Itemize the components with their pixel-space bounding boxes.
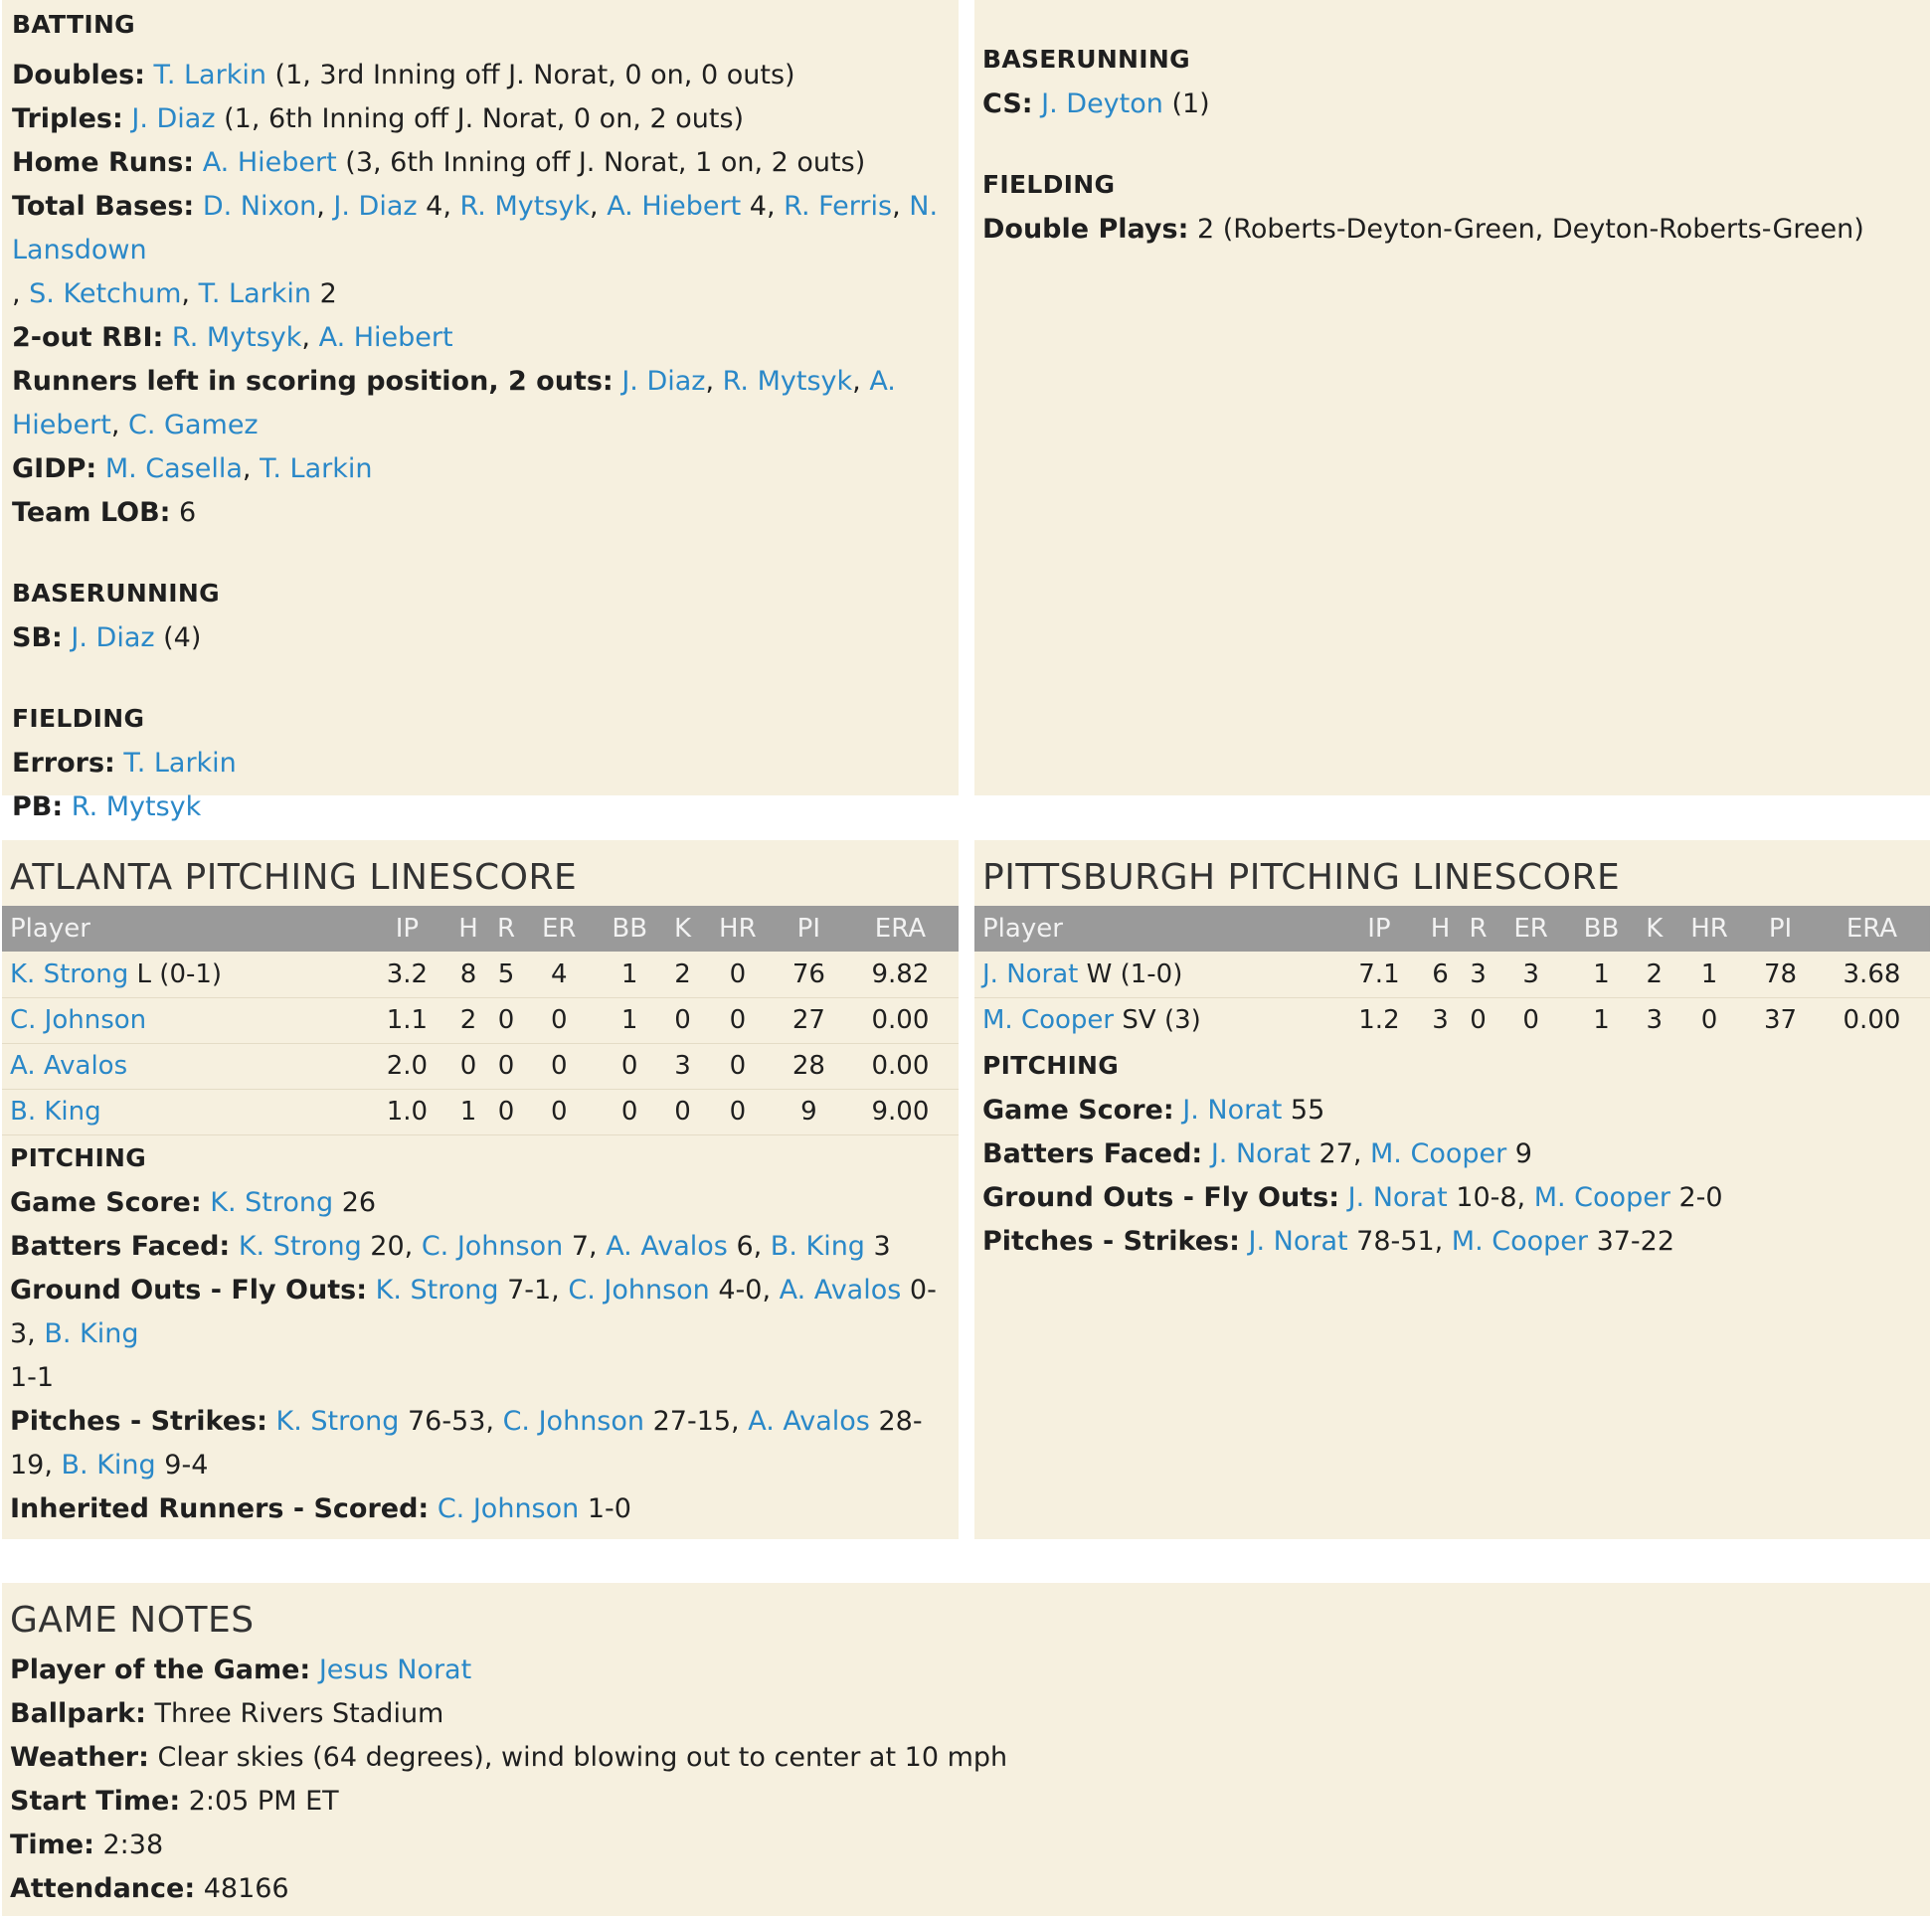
player-link[interactable]: R. Mytsyk xyxy=(71,791,202,822)
game-time-label: Time: xyxy=(10,1829,94,1860)
cell-h: 0 xyxy=(459,1051,477,1081)
cell-hr: 0 xyxy=(1700,1005,1718,1036)
inherited-runners-line xyxy=(10,1487,959,1531)
cell-k: 3 xyxy=(674,1051,691,1081)
cell-pi: 37 xyxy=(1763,1005,1798,1036)
total-bases-line: Total Bases: D. Nixon, J. Diaz 4, R. Mytsyk, A. Hiebert 4, R. Ferris, N. Lansdown , S. Ketchum, T. Larkin 2 xyxy=(12,191,939,309)
player-link[interactable]: J. Deyton xyxy=(1041,88,1163,119)
player-link[interactable]: K. Strong xyxy=(10,958,129,989)
player-link[interactable]: K. Strong xyxy=(375,1274,499,1306)
cell-k: 3 xyxy=(1646,1005,1664,1036)
player-link[interactable]: S. Ketchum xyxy=(29,278,182,309)
stat-value: 27, xyxy=(1310,1138,1371,1169)
player-link[interactable]: J. Diaz xyxy=(333,191,418,222)
team-lob-label: Team LOB: xyxy=(12,497,171,528)
col-r: R xyxy=(1469,914,1488,944)
batters-faced-label: Batters Faced: xyxy=(982,1138,1203,1169)
weather-line xyxy=(10,1736,1930,1780)
stat-value: 6, xyxy=(727,1230,771,1262)
player-link[interactable]: K. Strong xyxy=(238,1230,362,1262)
player-of-game-line xyxy=(10,1649,1930,1692)
ballpark-value: Three Rivers Stadium xyxy=(145,1698,444,1729)
triples-line xyxy=(12,97,959,141)
col-era: ERA xyxy=(874,914,927,944)
player-link[interactable]: T. Larkin xyxy=(260,453,373,484)
player-link[interactable]: M. Cooper xyxy=(1451,1226,1588,1257)
errors-line xyxy=(12,742,959,785)
cell-k: 2 xyxy=(674,958,691,989)
cell-pi: 76 xyxy=(791,958,825,989)
cell-er: 3 xyxy=(1522,958,1539,989)
stat-value: 37-22 xyxy=(1587,1226,1675,1257)
team-lob-line xyxy=(12,491,959,535)
double-plays-line xyxy=(982,208,1930,252)
two-out-rbi-label: 2-out RBI: xyxy=(12,322,164,353)
stat-value: 1-1 xyxy=(10,1361,55,1393)
game-time-line xyxy=(10,1824,1930,1867)
player-link[interactable]: C. Johnson xyxy=(437,1492,580,1524)
col-k: K xyxy=(674,914,692,944)
stat-value: 20, xyxy=(361,1230,422,1262)
stat-value: 4, xyxy=(741,191,785,222)
caught-stealing-line xyxy=(982,83,1930,126)
cell-r: 0 xyxy=(497,1097,515,1127)
home-runs-detail: (3, 6th Inning off J. Norat, 1 on, 2 outs) xyxy=(336,147,866,178)
fielding-heading: FIELDING xyxy=(982,170,1116,199)
col-h: H xyxy=(1430,914,1451,944)
cell-h: 3 xyxy=(1432,1005,1449,1036)
cs-label: CS: xyxy=(982,88,1033,119)
cell-ip: 1.2 xyxy=(1358,1005,1400,1036)
cell-era: 0.00 xyxy=(871,1051,930,1081)
player-link[interactable]: J. Norat xyxy=(1248,1226,1348,1257)
game-score-line xyxy=(10,1181,959,1225)
pitches-strikes-line xyxy=(982,1220,1930,1264)
cell-er: 0 xyxy=(550,1097,568,1127)
player-link[interactable]: C. Johnson xyxy=(10,1005,147,1035)
player-link[interactable]: J. Norat xyxy=(1182,1095,1283,1126)
cs-detail: (1) xyxy=(1162,88,1210,119)
cell-h: 8 xyxy=(459,958,477,989)
cell-era: 9.00 xyxy=(871,1097,930,1127)
stat-value: 7-1, xyxy=(498,1274,569,1306)
cell-r: 3 xyxy=(1470,958,1487,989)
cell-pi: 28 xyxy=(791,1051,825,1081)
cell-era: 0.00 xyxy=(871,1005,930,1035)
home-runs-line xyxy=(12,141,959,185)
atlanta-pitching-table xyxy=(2,906,959,1135)
player-link[interactable]: C. Gamez xyxy=(128,410,259,440)
cell-r: 5 xyxy=(497,958,515,989)
sb-detail: (4) xyxy=(154,622,202,653)
atlanta-pitching-title: ATLANTA PITCHING LINESCORE xyxy=(10,857,578,898)
table-row xyxy=(2,1043,959,1089)
sb-label: SB: xyxy=(12,622,63,653)
cell-ip: 3.2 xyxy=(386,958,429,989)
player-link[interactable]: A. Hiebert xyxy=(12,366,896,440)
pitching-heading: PITCHING xyxy=(10,1142,147,1172)
spacer xyxy=(982,126,1930,170)
stolen-bases-line xyxy=(12,616,959,660)
player-link[interactable]: R. Mytsyk xyxy=(459,191,591,222)
col-k: K xyxy=(1646,914,1664,944)
cell-er: 4 xyxy=(550,958,568,989)
cell-k: 0 xyxy=(674,1097,691,1127)
cell-pi: 27 xyxy=(791,1005,825,1035)
batters-faced-line xyxy=(10,1225,959,1269)
cell-hr: 0 xyxy=(729,1005,747,1035)
total-bases-label: Total Bases: xyxy=(12,191,195,222)
stat-value: 2 xyxy=(310,278,337,309)
player-link[interactable]: K. Strong xyxy=(210,1186,334,1218)
two-out-rbi-line: 2-out RBI: R. Mytsyk, A. Hiebert xyxy=(12,322,453,353)
col-h: H xyxy=(458,914,478,944)
table-row xyxy=(974,952,1930,997)
stat-value: 7, xyxy=(563,1230,607,1262)
pittsburgh-pitching-table xyxy=(974,906,1930,1043)
player-link[interactable]: C. Johnson xyxy=(502,1405,645,1437)
stat-value: 4, xyxy=(417,191,460,222)
cell-bb: 0 xyxy=(620,1051,638,1081)
double-plays-label: Double Plays: xyxy=(982,214,1189,245)
risp-label: Runners left in scoring position, 2 outs: xyxy=(12,366,614,397)
team-lob-value: 6 xyxy=(170,497,197,528)
player-link[interactable]: R. Mytsyk xyxy=(722,366,853,397)
cell-era: 9.82 xyxy=(871,958,930,989)
player-link[interactable]: A. Avalos xyxy=(10,1051,128,1081)
col-er: ER xyxy=(541,914,577,944)
player-link[interactable]: M. Cooper xyxy=(1370,1138,1507,1169)
player-link[interactable]: B. King xyxy=(10,1097,101,1127)
stat-value: 9 xyxy=(1506,1138,1532,1169)
cell-bb: 1 xyxy=(620,958,638,989)
gidp-line: GIDP: M. Casella, T. Larkin xyxy=(12,453,373,484)
doubles-detail: (1, 3rd Inning off J. Norat, 0 on, 0 outs) xyxy=(265,60,795,90)
home-runs-label: Home Runs: xyxy=(12,147,195,178)
risp-line: Runners left in scoring position, 2 outs: J. Diaz, R. Mytsyk, A. Hiebert, C. Gamez xyxy=(12,366,896,440)
cell-era: 0.00 xyxy=(1843,1005,1901,1036)
col-ip: IP xyxy=(395,914,420,944)
ground-fly-outs-line xyxy=(10,1269,945,1400)
col-player: Player xyxy=(10,914,90,944)
cell-ip: 7.1 xyxy=(1358,958,1400,989)
player-link[interactable]: C. Johnson xyxy=(421,1230,564,1262)
cell-hr: 0 xyxy=(729,1051,747,1081)
col-bb: BB xyxy=(612,914,648,944)
player-link[interactable]: A. Avalos xyxy=(748,1405,870,1437)
decision: L (0-1) xyxy=(128,958,223,989)
game-notes-panel xyxy=(2,1583,1930,1916)
batting-heading: BATTING xyxy=(12,10,135,39)
stat-value: 4-0, xyxy=(709,1274,780,1306)
stat-value: 2-0 xyxy=(1669,1182,1723,1213)
cell-er: 0 xyxy=(550,1051,568,1081)
player-link[interactable]: M. Cooper xyxy=(1533,1182,1670,1213)
cell-er: 0 xyxy=(550,1005,568,1035)
player-link[interactable]: J. Norat xyxy=(1210,1138,1311,1169)
col-bb: BB xyxy=(1583,914,1620,944)
table-row xyxy=(2,1089,959,1134)
col-pi: PI xyxy=(796,914,821,944)
atlanta-pitching-panel xyxy=(2,840,959,1539)
stat-value: 78-51, xyxy=(1347,1226,1452,1257)
cell-era: 3.68 xyxy=(1843,958,1901,989)
triples-detail: (1, 6th Inning off J. Norat, 0 on, 2 outs) xyxy=(215,103,745,134)
pittsburgh-pitching-title: PITTSBURGH PITCHING LINESCORE xyxy=(982,857,1621,898)
player-link[interactable]: J. Diaz xyxy=(621,366,706,397)
cell-h: 6 xyxy=(1432,958,1449,989)
cell-ip: 2.0 xyxy=(386,1051,429,1081)
player-link[interactable]: J. Norat xyxy=(1347,1182,1448,1213)
potg-label: Player of the Game: xyxy=(10,1655,311,1685)
col-ip: IP xyxy=(1367,914,1391,944)
player-link[interactable]: B. King xyxy=(61,1449,156,1481)
stat-value: 10-8, xyxy=(1447,1182,1534,1213)
cell-pi: 78 xyxy=(1763,958,1798,989)
game-notes-title: GAME NOTES xyxy=(10,1600,255,1641)
stat-value: 76-53, xyxy=(399,1405,503,1437)
cell-h: 1 xyxy=(459,1097,477,1127)
cell-hr: 0 xyxy=(729,958,747,989)
attendance-line xyxy=(10,1867,1930,1911)
batters-faced-line xyxy=(982,1132,1930,1176)
baserunning-heading: BASERUNNING xyxy=(12,579,220,608)
cell-ip: 1.1 xyxy=(386,1005,429,1035)
ballpark-label: Ballpark: xyxy=(10,1698,146,1729)
cell-er: 0 xyxy=(1522,1005,1539,1036)
batters-faced-label: Batters Faced: xyxy=(10,1230,231,1262)
col-er: ER xyxy=(1513,914,1548,944)
player-link[interactable]: Jesus Norat xyxy=(318,1655,472,1685)
game-score-label: Game Score: xyxy=(982,1095,1174,1126)
cell-pi: 9 xyxy=(800,1097,817,1127)
player-link[interactable]: R. Ferris xyxy=(784,191,893,222)
cell-k: 0 xyxy=(674,1005,691,1035)
player-link[interactable]: D. Nixon xyxy=(202,191,317,222)
cell-k: 2 xyxy=(1646,958,1664,989)
player-link[interactable]: A. Hiebert xyxy=(607,191,742,222)
atlanta-batting-panel xyxy=(2,0,959,822)
col-era: ERA xyxy=(1845,914,1898,944)
double-plays-value: 2 (Roberts-Deyton-Green, Deyton-Roberts-Green) xyxy=(1188,214,1864,245)
pitches-strikes-label: Pitches - Strikes: xyxy=(982,1226,1240,1257)
table-header-row xyxy=(974,906,1930,952)
start-time-value: 2:05 PM ET xyxy=(180,1786,339,1817)
player-link[interactable]: C. Johnson xyxy=(568,1274,710,1306)
pitches-strikes-label: Pitches - Strikes: xyxy=(10,1405,267,1437)
pittsburgh-batting-panel xyxy=(974,0,1930,795)
player-link[interactable]: M. Cooper xyxy=(982,1005,1115,1036)
player-link[interactable]: B. King xyxy=(770,1230,865,1262)
ballpark-line xyxy=(10,1692,1930,1736)
decision: SV (3) xyxy=(1114,1005,1201,1036)
ground-fly-outs-label: Ground Outs - Fly Outs: xyxy=(982,1182,1340,1213)
fielding-heading: FIELDING xyxy=(12,704,145,733)
col-r: R xyxy=(497,914,516,944)
cell-bb: 0 xyxy=(620,1097,638,1127)
table-row xyxy=(2,952,959,997)
stat-value: 55 xyxy=(1282,1095,1325,1126)
attendance-value: 48166 xyxy=(195,1873,289,1904)
passed-balls-line xyxy=(12,785,959,829)
player-link[interactable]: K. Strong xyxy=(275,1405,400,1437)
player-link[interactable]: A. Hiebert xyxy=(318,322,453,353)
inherited-runners-label: Inherited Runners - Scored: xyxy=(10,1492,430,1524)
cell-bb: 1 xyxy=(1593,1005,1610,1036)
player-link[interactable]: A. Avalos xyxy=(606,1230,728,1262)
errors-label: Errors: xyxy=(12,748,115,779)
start-time-label: Start Time: xyxy=(10,1786,181,1817)
cell-h: 2 xyxy=(459,1005,477,1035)
player-link[interactable]: T. Larkin xyxy=(198,278,311,309)
stat-value: 3 xyxy=(864,1230,891,1262)
player-link[interactable]: N. Lansdown xyxy=(12,191,939,265)
cell-bb: 1 xyxy=(620,1005,638,1035)
stat-value: 1-0 xyxy=(579,1492,631,1524)
ground-fly-outs-line xyxy=(982,1176,1930,1220)
player-link[interactable]: T. Larkin xyxy=(153,60,266,90)
weather-value: Clear skies (64 degrees), wind blowing out to center at 10 mph xyxy=(148,1742,1008,1773)
col-hr: HR xyxy=(1690,914,1728,944)
stat-value: 26 xyxy=(333,1186,377,1218)
weather-label: Weather: xyxy=(10,1742,149,1773)
player-link[interactable]: A. Hiebert xyxy=(202,147,337,178)
attendance-label: Attendance: xyxy=(10,1873,196,1904)
cell-hr: 0 xyxy=(729,1097,747,1127)
cell-r: 0 xyxy=(497,1051,515,1081)
col-hr: HR xyxy=(719,914,757,944)
triples-label: Triples: xyxy=(12,103,123,134)
game-score-label: Game Score: xyxy=(10,1186,202,1218)
col-player: Player xyxy=(982,914,1063,944)
cell-r: 0 xyxy=(497,1005,515,1035)
atlanta-pitching-notes xyxy=(2,1135,959,1531)
player-link[interactable]: M. Casella xyxy=(104,453,243,484)
col-pi: PI xyxy=(1768,914,1793,944)
stat-value: 28-19, xyxy=(10,1405,923,1481)
cell-hr: 1 xyxy=(1700,958,1718,989)
player-link[interactable]: J. Diaz xyxy=(71,622,155,653)
table-row xyxy=(2,997,959,1043)
spacer xyxy=(12,660,959,704)
pittsburgh-pitching-notes xyxy=(974,1043,1930,1264)
pitches-strikes-line xyxy=(10,1400,945,1487)
player-link[interactable]: A. Avalos xyxy=(779,1274,902,1306)
game-score-line xyxy=(982,1089,1930,1132)
spacer xyxy=(12,535,959,579)
stat-value: 27-15, xyxy=(644,1405,749,1437)
stat-value: 0-3, xyxy=(10,1274,937,1349)
player-link[interactable]: J. Norat xyxy=(982,958,1079,989)
pittsburgh-pitching-panel xyxy=(974,840,1930,1539)
cell-r: 0 xyxy=(1470,1005,1487,1036)
pitching-heading: PITCHING xyxy=(982,1051,1120,1080)
table-header-row xyxy=(2,906,959,952)
game-time-value: 2:38 xyxy=(93,1829,164,1860)
player-link[interactable]: J. Diaz xyxy=(131,103,216,134)
stat-value: 9-4 xyxy=(155,1449,209,1481)
ground-fly-outs-label: Ground Outs - Fly Outs: xyxy=(10,1274,368,1306)
player-link[interactable]: R. Mytsyk xyxy=(171,322,302,353)
start-time-line xyxy=(10,1780,1930,1824)
pb-label: PB: xyxy=(12,791,64,822)
cell-bb: 1 xyxy=(1593,958,1610,989)
baserunning-heading: BASERUNNING xyxy=(982,45,1190,74)
player-link[interactable]: B. King xyxy=(44,1317,139,1349)
decision: W (1-0) xyxy=(1078,958,1183,989)
gidp-label: GIDP: xyxy=(12,453,97,484)
player-link[interactable]: T. Larkin xyxy=(123,748,237,779)
cell-ip: 1.0 xyxy=(386,1097,429,1127)
doubles-label: Doubles: xyxy=(12,60,145,90)
doubles-line xyxy=(12,54,959,97)
table-row xyxy=(974,997,1930,1043)
